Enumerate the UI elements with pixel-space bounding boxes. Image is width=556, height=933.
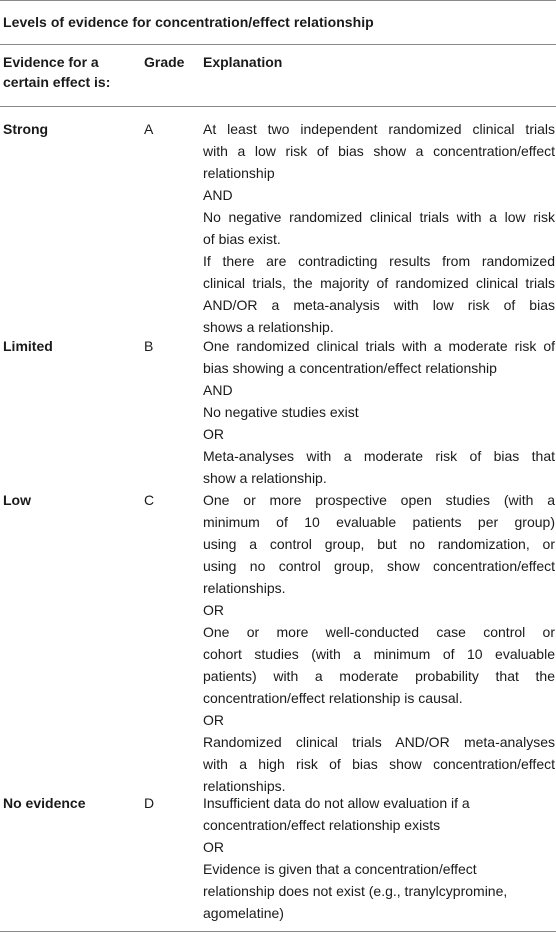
explanation-cell [203,489,555,797]
explanation-cell [203,118,555,338]
header-evidence-line: Evidence for a [3,54,99,70]
table-bottom-rule [0,931,556,932]
explanation-line: OR [203,602,224,618]
title-rule [0,44,556,45]
explanation-line: using a control group, but no randomization, or [203,536,555,552]
grade-cell: A [144,121,154,137]
explanation-line: Meta-analyses with a moderate risk of bias that [203,448,555,464]
header-grade: Grade [144,54,185,70]
explanation-line: show a relationship. [203,470,327,486]
explanation-line: relationships. [203,778,286,794]
explanation-line: No negative studies exist [203,404,359,420]
explanation-line: At least two independent randomized clinical trials [203,121,555,137]
explanation-line: shows a relationship. [203,319,334,335]
header-evidence [3,52,110,92]
grade-cell: B [144,338,154,354]
explanation-cell [203,792,555,924]
explanation-line: Randomized clinical trials AND/OR meta-analyses [203,734,555,750]
explanation-line: No negative randomized clinical trials with a low risk [203,209,555,225]
evidence-cell: Strong [3,121,49,137]
evidence-cell: No evidence [3,795,86,811]
explanation-cell [203,335,555,489]
header-rule [0,106,556,107]
explanation-line: AND [203,382,233,398]
explanation-line: OR [203,426,224,442]
explanation-line: One or more well-conducted case control or [203,624,555,640]
explanation-line: Insufficient data do not allow evaluation if a [203,795,470,811]
explanation-line: with a high risk of bias show concentration/effect [203,756,555,772]
grade-cell: D [144,795,155,811]
header-evidence-line: certain effect is: [3,74,111,90]
grade-cell: C [144,492,155,508]
header-explanation: Explanation [203,54,283,70]
table-top-rule [0,0,556,1]
table-title: Levels of evidence for concentration/effect relationship [3,14,374,30]
evidence-cell: Limited [3,338,53,354]
explanation-line: OR [203,839,224,855]
explanation-line: with a low risk of bias show a concentration/effect [203,143,555,159]
explanation-line: concentration/effect relationship exists [203,817,441,833]
explanation-line: AND [203,187,233,203]
explanation-line: agomelatine) [203,905,284,921]
explanation-line: OR [203,712,224,728]
explanation-line: One or more prospective open studies (with a [203,492,555,508]
explanation-line: Evidence is given that a concentration/effect [203,861,477,877]
explanation-line: If there are contradicting results from randomized [203,253,555,269]
explanation-line: patients) with a moderate probability that the [203,668,555,684]
explanation-line: relationships. [203,580,286,596]
evidence-cell: Low [3,492,31,508]
explanation-line: relationship [203,165,275,181]
explanation-line: cohort studies (with a minimum of 10 evaluable [203,646,555,662]
explanation-line: bias showing a concentration/effect relationship [203,360,497,376]
explanation-line: of bias exist. [203,231,281,247]
explanation-line: AND/OR a meta-analysis with low risk of bias [203,297,555,313]
explanation-line: relationship does not exist (e.g., tranylcypromine, [203,883,508,899]
explanation-line: clinical trials, the majority of randomized clinical trials [203,275,555,291]
explanation-line: minimum of 10 evaluable patients per group) [203,514,555,530]
explanation-line: One randomized clinical trials with a moderate risk of [203,338,555,354]
explanation-line: using no control group, show concentration/effect [203,558,555,574]
explanation-line: concentration/effect relationship is causal. [203,690,463,706]
